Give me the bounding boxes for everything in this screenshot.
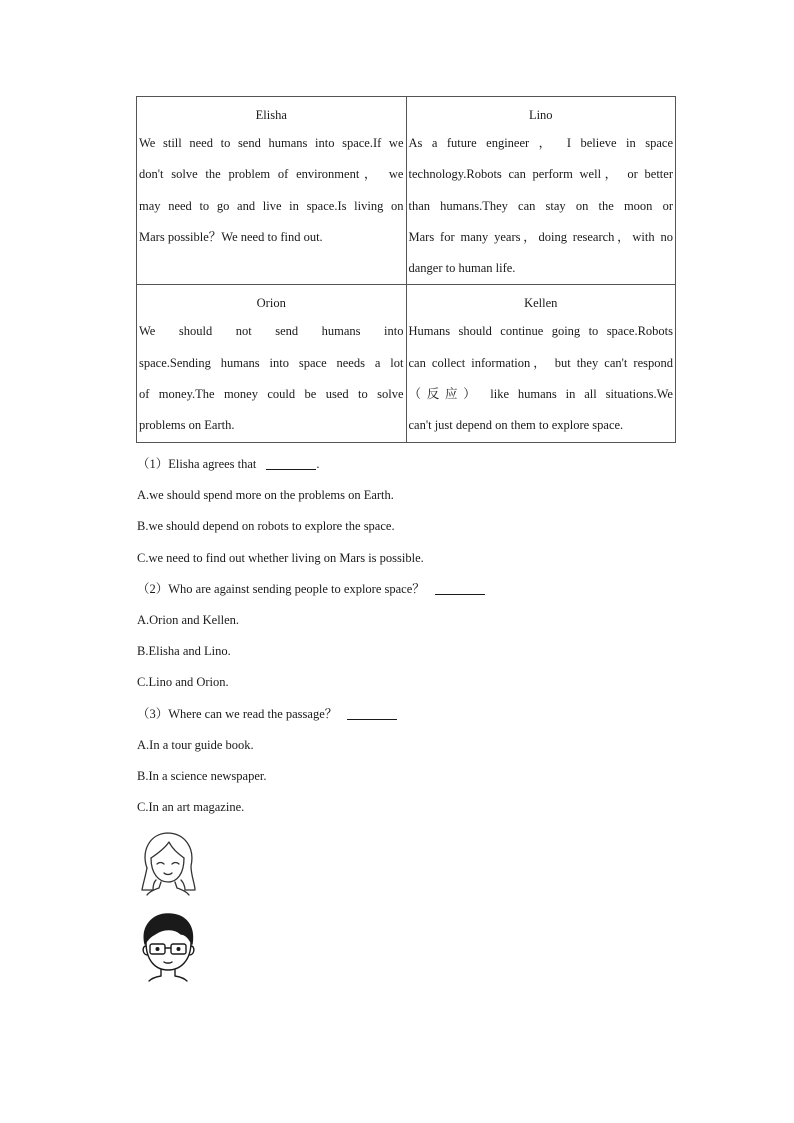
option-b: B.we should depend on robots to explore the space. — [137, 519, 395, 534]
opinion-line: than humans.They can stay on the moon or — [408, 198, 673, 213]
question-stem: （1）Elisha agrees that — [137, 457, 257, 471]
opinion-line: We still need to send humans into space.If we — [139, 136, 404, 150]
opinion-line: don't solve the problem of environment， we — [139, 167, 404, 182]
option-c: C.In an art magazine. — [137, 800, 245, 815]
opinion-line: （反应） like humans in all situations.We — [408, 387, 673, 402]
opinion-line: of money.The money could be used to solve — [139, 387, 404, 402]
speaker-name: Kellen — [524, 296, 558, 311]
opinions-table — [136, 96, 676, 443]
option-b: B.In a science newspaper. — [137, 768, 267, 783]
question-stem: （2）Who are against sending people to explore space？ — [137, 581, 425, 596]
opinion-line: danger to human life. — [408, 261, 516, 276]
question-stem: （3）Where can we read the passage？ — [137, 706, 338, 721]
table-row — [137, 285, 676, 442]
option-a: A.In a tour guide book. — [137, 737, 254, 752]
opinion-line: space.Sending humans into space needs a lot — [139, 355, 404, 370]
opinion-line: We should not send humans into — [139, 324, 404, 339]
opinion-cell-elisha — [137, 97, 407, 285]
speaker-name: Orion — [256, 296, 286, 311]
table-row — [137, 97, 676, 285]
option-a: A.we should spend more on the problems on Earth. — [137, 488, 394, 503]
opinion-cell-lino — [406, 97, 676, 285]
boy-with-glasses-avatar-icon — [137, 912, 199, 980]
question-2 — [137, 574, 697, 605]
opinion-line: technology.Robots can perform well， or better — [408, 167, 673, 182]
question-1 — [137, 449, 697, 480]
question-tail: . — [316, 457, 320, 471]
opinion-line: can collect information， but they can't respond — [408, 355, 673, 370]
opinion-line: can't just depend on them to explore space. — [408, 418, 624, 433]
option-b: B.Elisha and Lino. — [137, 644, 231, 659]
opinion-line: Mars possible？We need to find out. — [139, 229, 323, 244]
answer-blank[interactable] — [347, 704, 397, 720]
option-c: C.we need to find out whether living on Mars is possible. — [137, 550, 424, 565]
option-a: A.Orion and Kellen. — [137, 612, 240, 627]
opinion-line: Mars for many years，doing research，with no — [408, 229, 673, 244]
opinion-line: As a future engineer ， I believe in space — [408, 136, 673, 150]
answer-blank[interactable] — [266, 454, 316, 470]
questions-section — [137, 449, 697, 823]
opinion-cell-orion — [137, 285, 407, 442]
speaker-name: Elisha — [255, 108, 287, 122]
girl-avatar-icon — [137, 828, 199, 896]
answer-blank[interactable] — [435, 579, 485, 595]
opinion-line: Humans should continue going to space.Robots — [408, 324, 673, 339]
option-c: C.Lino and Orion. — [137, 675, 229, 690]
speaker-name: Lino — [528, 108, 553, 122]
opinion-line: problems on Earth. — [139, 418, 235, 433]
question-3 — [137, 699, 697, 730]
opinion-line: may need to go and live in space.Is living on — [139, 198, 404, 213]
opinion-cell-kellen — [406, 285, 676, 442]
